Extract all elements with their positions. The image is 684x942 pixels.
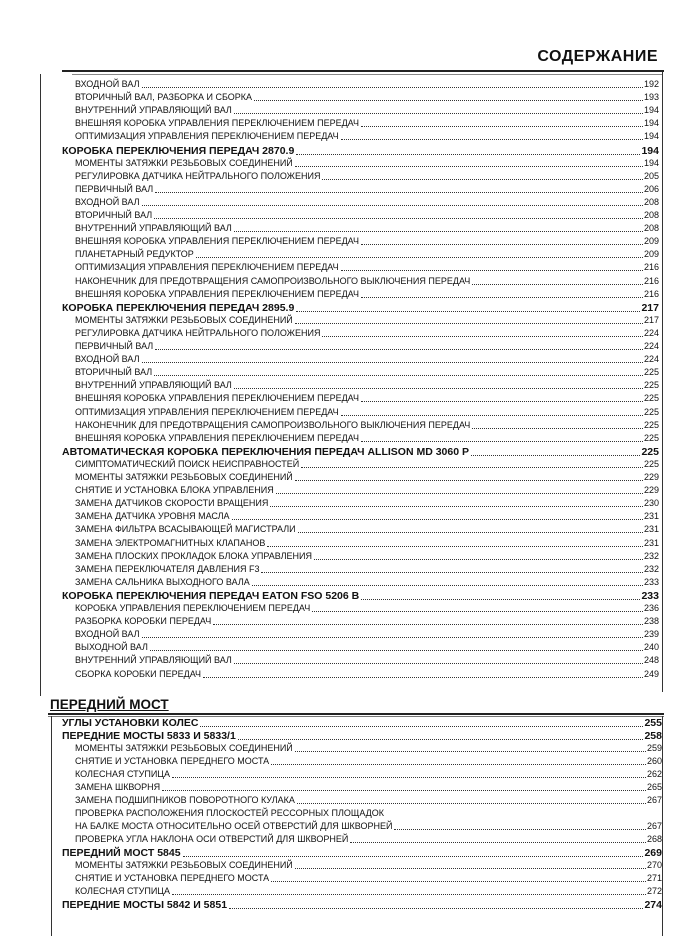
toc-entry[interactable] [75,602,659,615]
toc-section-entry[interactable] [62,716,662,730]
toc-entry[interactable] [75,130,659,143]
toc-page-number: 230 [643,498,659,509]
toc-entry[interactable] [75,222,659,235]
toc-entry-title: ПЕРЕДНИЙ МОСТ 5845 [62,847,181,859]
toc-entry-title: ВНУТРЕННИЙ УПРАВЛЯЮЩИЙ ВАЛ [75,223,232,234]
toc-entry-title: ПЛАНЕТАРНЫЙ РЕДУКТОР [75,249,194,260]
toc-leader-dots [361,126,643,127]
toc-leader-dots [341,415,643,416]
section-rule [48,713,664,715]
toc-page-number: 216 [643,275,659,286]
toc-entry-title: КОРОБКА УПРАВЛЕНИЯ ПЕРЕКЛЮЧЕНИЕМ ПЕРЕДАЧ [75,603,311,613]
toc-section-entry[interactable] [62,729,662,743]
toc-leader-dots [142,205,643,206]
toc-page-number: 229 [643,472,659,482]
toc-entry-title: МОМЕНТЫ ЗАТЯЖКИ РЕЗЬБОВЫХ СОЕДИНЕНИЙ [75,157,293,168]
section-heading: ПЕРЕДНИЙ МОСТ [50,697,169,712]
toc-page-number: 216 [643,262,659,273]
toc-leader-dots [261,572,643,573]
left-border-2 [51,716,52,936]
toc-page-number: 231 [643,524,659,535]
toc-entry-title: ЗАМЕНА ДАТЧИКА УРОВНЯ МАСЛА [75,511,230,522]
toc-page-number: 216 [643,288,659,299]
toc-entry[interactable] [75,628,659,641]
toc-page-number: 255 [644,717,662,729]
toc-entry[interactable] [75,104,659,117]
toc-page-number: 269 [644,847,662,859]
toc-entry[interactable] [75,523,659,536]
toc-page-number: 267 [646,821,662,831]
toc-entry-title: ЗАМЕНА ЭЛЕКТРОМАГНИТНЫХ КЛАПАНОВ [75,537,266,548]
toc-entry[interactable] [75,340,659,353]
toc-page-number: 272 [646,886,662,896]
toc-entry[interactable] [75,537,659,550]
toc-entry[interactable] [75,654,659,667]
toc-entry-title: МОМЕНТЫ ЗАТЯЖКИ РЕЗЬБОВЫХ СОЕДИНЕНИЙ [75,860,293,870]
toc-entry[interactable] [75,807,662,820]
toc-page-number: 267 [646,795,662,805]
toc-entry[interactable] [75,183,659,196]
toc-leader-dots [301,467,643,468]
toc-page-number: 217 [641,301,659,314]
toc-entry-title: ПЕРЕДНИЕ МОСТЫ 5833 И 5833/1 [62,730,236,742]
left-border [40,74,41,696]
toc-entry[interactable] [75,510,659,523]
toc-entry-title: ПЕРВИЧНЫЙ ВАЛ [75,341,154,351]
toc-entry-title: КОЛЕСНАЯ СТУПИЦА [75,886,170,896]
toc-page-number: 194 [643,157,659,168]
toc-entry-title: АВТОМАТИЧЕСКАЯ КОРОБКА ПЕРЕКЛЮЧЕНИЯ ПЕРЕДАЧ ALLISON MD 3060 P [62,445,469,458]
toc-entry[interactable] [75,157,659,170]
toc-leader-dots [172,777,646,778]
toc-page-number: 233 [641,589,659,602]
toc-leader-dots [200,726,643,727]
toc-leader-dots [154,375,643,376]
toc-entry[interactable] [75,288,659,301]
toc-page-number: 232 [643,563,659,574]
toc-page-number: 208 [643,210,659,220]
toc-entry-title: ВНЕШНЯЯ КОРОБКА УПРАВЛЕНИЯ ПЕРЕКЛЮЧЕНИЕМ ПЕРЕДАЧ [75,432,359,443]
toc-entry-title: КОРОБКА ПЕРЕКЛЮЧЕНИЯ ПЕРЕДАЧ 2870.9 [62,144,295,157]
toc-leader-dots [183,856,644,857]
toc-leader-dots [295,868,646,869]
toc-page-number: 208 [643,196,659,207]
toc-page-number: 225 [643,393,659,404]
toc-page-number: 238 [643,616,659,627]
toc-entry[interactable] [75,872,662,885]
toc-page-number: 236 [643,603,659,613]
toc-entry[interactable] [75,275,659,288]
toc-entry-title: ЗАМЕНА ШКВОРНЯ [75,782,161,792]
toc-page-number: 265 [646,782,662,792]
toc-leader-dots [234,663,643,664]
toc-entry-title: ЗАМЕНА ПОДШИПНИКОВ ПОВОРОТНОГО КУЛАКА [75,795,295,805]
toc-page-number: 224 [643,341,659,351]
toc-leader-dots [155,192,643,193]
toc-leader-dots [472,284,643,285]
toc-page-number: 231 [643,537,659,548]
toc-entry-title: ВНЕШНЯЯ КОРОБКА УПРАВЛЕНИЯ ПЕРЕКЛЮЧЕНИЕМ ПЕРЕДАЧ [75,118,359,129]
toc-entry-title: ВНЕШНЯЯ КОРОБКА УПРАВЛЕНИЯ ПЕРЕКЛЮЧЕНИЕМ ПЕРЕДАЧ [75,288,359,299]
toc-section-entry[interactable] [62,445,659,459]
toc-leader-dots [267,546,643,547]
toc-entry[interactable] [75,91,659,104]
toc-leader-dots [471,455,640,456]
toc-entry-title: ВТОРИЧНЫЙ ВАЛ [75,367,153,378]
toc-entry[interactable] [75,78,659,91]
toc-entry-title: КОРОБКА ПЕРЕКЛЮЧЕНИЯ ПЕРЕДАЧ EATON FSO 5206 B [62,589,360,602]
toc-entry-title: ВХОДНОЙ ВАЛ [75,79,140,89]
toc-entry-title: ЗАМЕНА ПЕРЕКЛЮЧАТЕЛЯ ДАВЛЕНИЯ F3 [75,563,260,574]
toc-entry[interactable] [75,768,662,781]
toc-leader-dots [472,428,643,429]
toc-page-number: 194 [641,144,659,157]
toc-page-number: 217 [643,314,659,325]
top-rule [62,70,664,72]
toc-entry-title: СНЯТИЕ И УСТАНОВКА ПЕРЕДНЕГО МОСТА [75,756,270,766]
toc-entry-title: ЗАМЕНА ФИЛЬТРА ВСАСЫВАЮЩЕЙ МАГИСТРАЛИ [75,524,296,535]
toc-page-number: 249 [643,668,659,679]
toc-page-number: 225 [643,380,659,391]
toc-entry-title: КОРОБКА ПЕРЕКЛЮЧЕНИЯ ПЕРЕДАЧ 2895.9 [62,301,295,314]
toc-entry[interactable] [75,833,662,846]
toc-leader-dots [234,388,643,389]
toc-entry-title: МОМЕНТЫ ЗАТЯЖКИ РЕЗЬБОВЫХ СОЕДИНЕНИЙ [75,472,293,482]
toc-section-entry[interactable] [62,144,659,158]
toc-entry[interactable] [75,550,659,563]
toc-entry[interactable] [75,497,659,510]
toc-entry-title: МОМЕНТЫ ЗАТЯЖКИ РЕЗЬБОВЫХ СОЕДИНЕНИЙ [75,743,293,753]
toc-leader-dots [271,881,646,882]
toc-leader-dots [142,362,643,363]
toc-entry-title: МОМЕНТЫ ЗАТЯЖКИ РЕЗЬБОВЫХ СОЕДИНЕНИЙ [75,314,293,325]
toc-leader-dots [196,257,643,258]
toc-leader-dots [254,100,643,101]
toc-entry-title: ОПТИМИЗАЦИЯ УПРАВЛЕНИЯ ПЕРЕКЛЮЧЕНИЕМ ПЕРЕДАЧ [75,131,339,142]
toc-leader-dots [162,790,646,791]
toc-entry-title: ВХОДНОЙ ВАЛ [75,354,140,365]
toc-page-number: 208 [643,223,659,234]
toc-entry-title: НАКОНЕЧНИК ДЛЯ ПРЕДОТВРАЩЕНИЯ САМОПРОИЗВОЛЬНОГО ВЫКЛЮЧЕНИЯ ПЕРЕДАЧ [75,275,471,286]
toc-entry-title: ЗАМЕНА ДАТЧИКОВ СКОРОСТИ ВРАЩЕНИЯ [75,498,269,509]
toc-entry[interactable] [75,668,659,681]
toc-leader-dots [361,297,643,298]
toc-entry-title: СНЯТИЕ И УСТАНОВКА ПЕРЕДНЕГО МОСТА [75,873,270,883]
toc-leader-dots [361,441,643,442]
toc-page-number: 271 [646,873,662,883]
toc-page-number: 229 [643,485,659,496]
toc-leader-dots [203,677,643,678]
toc-entry-title: ОПТИМИЗАЦИЯ УПРАВЛЕНИЯ ПЕРЕКЛЮЧЕНИЕМ ПЕРЕДАЧ [75,262,339,273]
toc-leader-dots [361,401,643,402]
toc-entry-title: ВНУТРЕННИЙ УПРАВЛЯЮЩИЙ ВАЛ [75,105,232,116]
toc-entry-title: ПРОВЕРКА УГЛА НАКЛОНА ОСИ ОТВЕРСТИЙ ДЛЯ ШКВОРНЕЙ [75,834,349,844]
toc-page-number: 268 [646,834,662,844]
toc-page-number: 239 [643,629,659,640]
toc-leader-dots [270,506,643,507]
toc-entry[interactable] [75,353,659,366]
toc-leader-dots [295,751,646,752]
toc-page-number: 225 [643,406,659,417]
toc-page-number: 225 [643,458,659,469]
toc-leader-dots [155,349,643,350]
toc-section-entry[interactable] [62,301,659,315]
toc-page-number: 193 [643,92,659,103]
toc-page-number: 225 [641,445,659,458]
toc-leader-dots [297,803,646,804]
toc-leader-dots [350,842,646,843]
toc-leader-dots [229,908,643,909]
toc-entry[interactable] [75,314,659,327]
toc-entry-title: РАЗБОРКА КОРОБКИ ПЕРЕДАЧ [75,616,212,627]
toc-entry[interactable] [75,248,659,261]
toc-entry[interactable] [75,742,662,755]
toc-entry[interactable] [75,563,659,576]
toc-leader-dots [322,179,643,180]
toc-entry-title: ВНУТРЕННИЙ УПРАВЛЯЮЩИЙ ВАЛ [75,380,232,391]
toc-leader-dots [234,113,643,114]
toc-leader-dots [361,599,640,600]
toc-page-number: 206 [643,183,659,194]
toc-page-number: 225 [643,432,659,443]
toc-entry[interactable] [75,392,659,405]
toc-entry-title: ВНЕШНЯЯ КОРОБКА УПРАВЛЕНИЯ ПЕРЕКЛЮЧЕНИЕМ ПЕРЕДАЧ [75,393,359,404]
toc-entry[interactable] [75,117,659,130]
toc-leader-dots [341,270,643,271]
toc-entry-title: НАКОНЕЧНИК ДЛЯ ПРЕДОТВРАЩЕНИЯ САМОПРОИЗВОЛЬНОГО ВЫКЛЮЧЕНИЯ ПЕРЕДАЧ [75,419,471,430]
toc-entry-title: ВХОДНОЙ ВАЛ [75,196,140,207]
toc-entry-title: СНЯТИЕ И УСТАНОВКА БЛОКА УПРАВЛЕНИЯ [75,485,274,496]
toc-section-entry[interactable] [62,589,659,603]
toc-entry[interactable] [75,781,662,794]
toc-entry[interactable] [75,755,662,768]
toc-entry[interactable] [75,261,659,274]
toc-page-number: 262 [646,769,662,779]
toc-entry[interactable] [75,406,659,419]
toc-leader-dots [298,532,643,533]
toc-entry-title: ЗАМЕНА ПЛОСКИХ ПРОКЛАДОК БЛОКА УПРАВЛЕНИЯ [75,550,313,561]
toc-entry-title: ПЕРВИЧНЫЙ ВАЛ [75,183,154,194]
toc-leader-dots [271,764,646,765]
toc-page-number: 209 [643,249,659,260]
toc-section-entry[interactable] [62,898,662,912]
toc-leader-dots [234,231,643,232]
toc-entry[interactable] [75,471,659,484]
toc-leader-dots [296,154,640,155]
toc-leader-dots [142,87,643,88]
toc-entry-title: РЕГУЛИРОВКА ДАТЧИКА НЕЙТРАЛЬНОГО ПОЛОЖЕНИЯ [75,327,321,338]
toc-entry-title: КОЛЕСНАЯ СТУПИЦА [75,769,170,779]
toc-leader-dots [322,336,643,337]
toc-page-number: 209 [643,236,659,247]
toc-entry-title: СБОРКА КОРОБКИ ПЕРЕДАЧ [75,668,201,679]
toc-entry-title: НА БАЛКЕ МОСТА ОТНОСИТЕЛЬНО ОСЕЙ ОТВЕРСТИЙ ДЛЯ ШКВОРНЕЙ [75,821,393,831]
toc-entry-title: УГЛЫ УСТАНОВКИ КОЛЕС [62,717,199,729]
toc-leader-dots [150,650,643,651]
toc-entry[interactable] [75,209,659,222]
toc-entry-title: ВХОДНОЙ ВАЛ [75,629,140,640]
toc-entry-title: ВНЕШНЯЯ КОРОБКА УПРАВЛЕНИЯ ПЕРЕКЛЮЧЕНИЕМ ПЕРЕДАЧ [75,236,359,247]
toc-entry[interactable] [75,859,662,872]
toc-page-number: 260 [646,756,662,766]
toc-entry-title: РЕГУЛИРОВКА ДАТЧИКА НЕЙТРАЛЬНОГО ПОЛОЖЕНИЯ [75,170,321,181]
toc-entry[interactable] [75,432,659,445]
toc-leader-dots [213,624,643,625]
toc-page-number: 259 [646,743,662,753]
toc-page-number: 248 [643,655,659,666]
toc-leader-dots [341,139,643,140]
toc-page-number: 270 [646,860,662,870]
toc-leader-dots [142,637,643,638]
toc-entry[interactable] [75,885,662,898]
toc-leader-dots [295,166,643,167]
toc-page-number: 192 [643,79,659,89]
toc-leader-dots [252,585,643,586]
toc-entry[interactable] [75,379,659,392]
toc-entry-title: ЗАМЕНА САЛЬНИКА ВЫХОДНОГО ВАЛА [75,576,250,587]
toc-entry-title: ПЕРЕДНИЕ МОСТЫ 5842 И 5851 [62,899,228,911]
toc-leader-dots [232,519,643,520]
toc-page-number: 225 [643,367,659,378]
toc-leader-dots [154,218,643,219]
toc-entry[interactable] [75,170,659,183]
toc-entry[interactable] [75,458,659,471]
toc-leader-dots [276,493,643,494]
toc-section-entry[interactable] [62,846,662,860]
toc-entry[interactable] [75,484,659,497]
toc-leader-dots [172,894,646,895]
toc-entry[interactable] [75,196,659,209]
toc-entry[interactable] [75,820,662,833]
toc-leader-dots [295,323,643,324]
toc-entry-title: ВНУТРЕННИЙ УПРАВЛЯЮЩИЙ ВАЛ [75,655,232,666]
page-title: СОДЕРЖАНИЕ [537,48,658,65]
top-rule-thin [72,74,662,75]
toc-entry[interactable] [75,366,659,379]
toc-leader-dots [296,311,640,312]
right-border [662,72,663,692]
toc-page-number: 224 [643,327,659,338]
toc-page-number: 240 [643,642,659,653]
toc-page-number: 194 [643,105,659,116]
toc-page-number: 224 [643,354,659,365]
toc-page-number: 225 [643,419,659,430]
toc-leader-dots [314,559,643,560]
toc-leader-dots [295,480,643,481]
toc-entry-title: ВТОРИЧНЫЙ ВАЛ, РАЗБОРКА И СБОРКА [75,92,253,103]
toc-entry[interactable] [75,641,659,654]
toc-entry[interactable] [75,576,659,589]
right-border-2 [662,716,663,936]
toc-page-number: 194 [643,118,659,129]
toc-page-number: 274 [644,899,662,911]
toc-page-number: 232 [643,550,659,561]
toc-entry[interactable] [75,615,659,628]
toc-entry[interactable] [75,419,659,432]
toc-page-number: 233 [643,576,659,587]
toc-page-number: 258 [644,730,662,742]
toc-leader-dots [361,244,643,245]
toc-leader-dots [394,829,646,830]
toc-entry[interactable] [75,794,662,807]
toc-entry-title: ВЫХОДНОЙ ВАЛ [75,642,148,653]
toc-entry-title: ОПТИМИЗАЦИЯ УПРАВЛЕНИЯ ПЕРЕКЛЮЧЕНИЕМ ПЕРЕДАЧ [75,406,339,417]
toc-entry-title: СИМПТОМАТИЧЕСКИЙ ПОИСК НЕИСПРАВНОСТЕЙ [75,458,300,469]
toc-page-number: 205 [643,170,659,181]
toc-entry[interactable] [75,327,659,340]
toc-page-number: 231 [643,511,659,522]
toc-leader-dots [312,611,643,612]
toc-page-number: 194 [643,131,659,142]
toc-entry-title: ВТОРИЧНЫЙ ВАЛ [75,210,153,220]
toc-entry[interactable] [75,235,659,248]
toc-entry-title: ПРОВЕРКА РАСПОЛОЖЕНИЯ ПЛОСКОСТЕЙ РЕССОРНЫХ ПЛОЩАДОК [75,808,385,818]
toc-leader-dots [238,739,644,740]
